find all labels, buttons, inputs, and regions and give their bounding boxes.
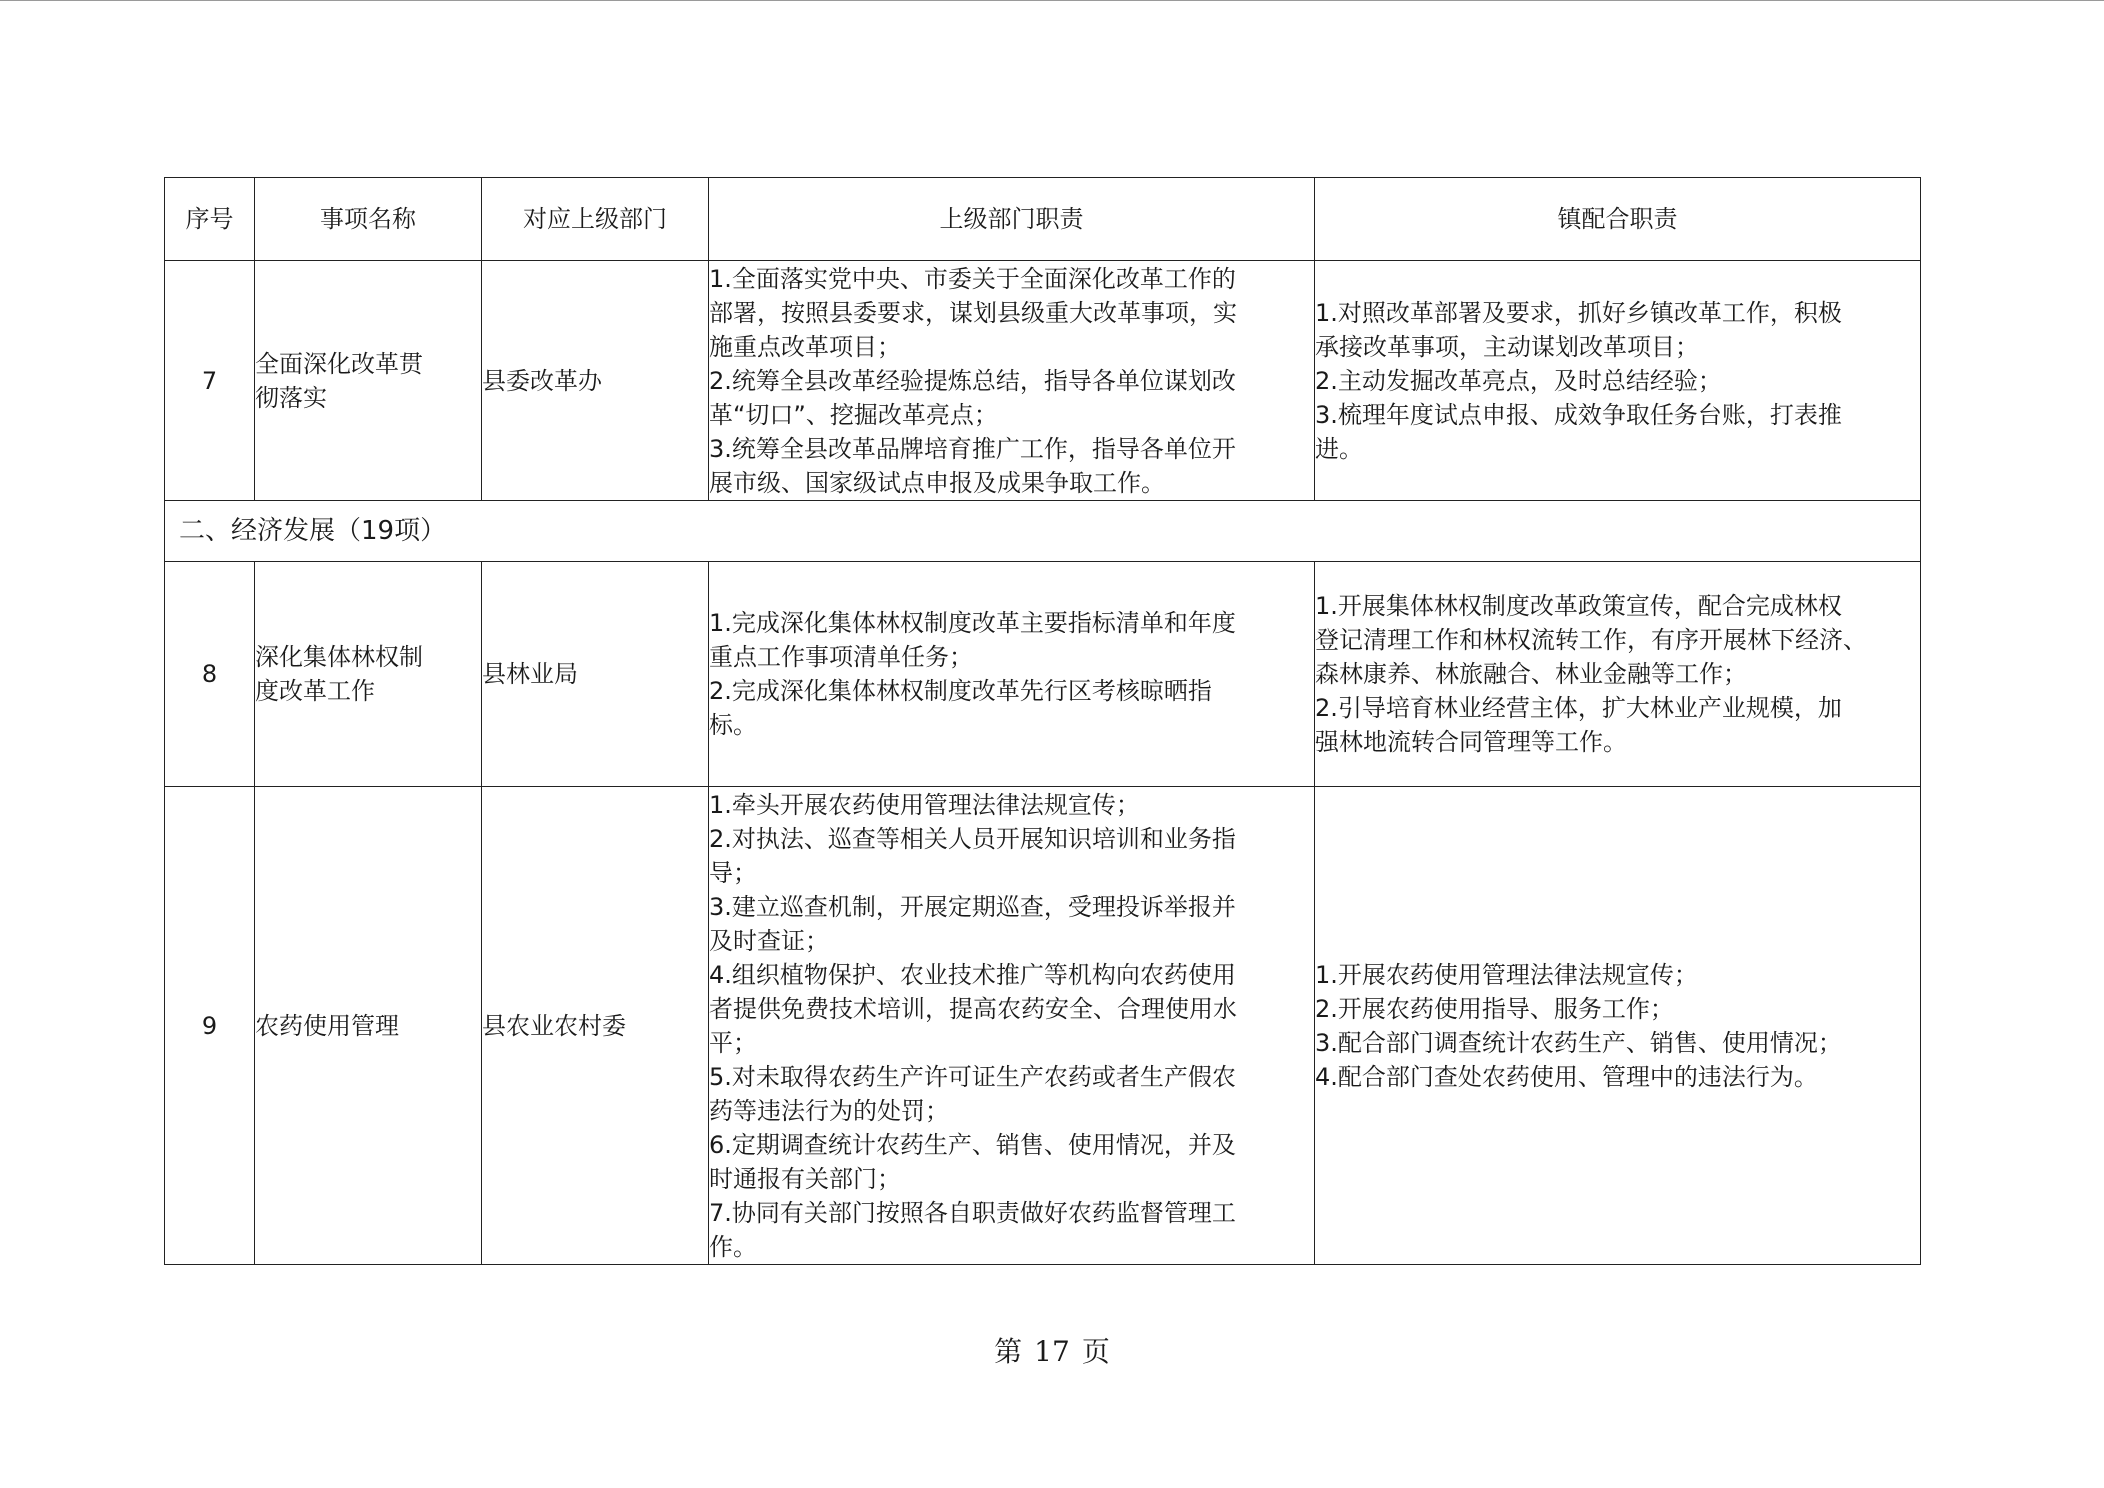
- duty-line: 展市级、国家级试点申报及成果争取工作。: [709, 468, 1165, 497]
- page-top-edge: [0, 0, 2104, 1]
- duty-line: 7.协同有关部门按照各自职责做好农药监督管理工: [709, 1198, 1236, 1227]
- header-name: 事项名称: [255, 178, 482, 261]
- duty-line: 5.对未取得农药生产许可证生产农药或者生产假农: [709, 1062, 1236, 1091]
- row-town-duty: [1315, 261, 1921, 501]
- duty-line: 者提供免费技术培训，提高农药安全、合理使用水: [709, 994, 1237, 1023]
- row-duty: [709, 261, 1315, 501]
- row-num: 9: [165, 787, 255, 1265]
- duty-line: 4.组织植物保护、农业技术推广等机构向农药使用: [709, 960, 1236, 989]
- town-line: 进。: [1315, 434, 1363, 463]
- duty-line: 2.统筹全县改革经验提炼总结，指导各单位谋划改: [709, 366, 1236, 395]
- header-num: 序号: [165, 178, 255, 261]
- duty-line: 2.对执法、巡查等相关人员开展知识培训和业务指: [709, 824, 1236, 853]
- page-number: [0, 1330, 2104, 1370]
- page-number-value: 17: [1034, 1335, 1070, 1368]
- duty-line: 标。: [709, 711, 757, 739]
- duty-line: 重点工作事项清单任务；: [709, 643, 973, 671]
- row-num: 7: [165, 261, 255, 501]
- town-line: 强林地流转合同管理等工作。: [1315, 728, 1627, 756]
- table-row: [165, 787, 1921, 1265]
- row-duty: [709, 562, 1315, 787]
- row-num: 8: [165, 562, 255, 787]
- town-line: 3.梳理年度试点申报、成效争取任务台账，打表推: [1315, 400, 1842, 429]
- town-line: 2.引导培育林业经营主体，扩大林业产业规模，加: [1315, 694, 1842, 722]
- row-dept: 县农业农村委: [482, 787, 709, 1265]
- name-line: 农药使用管理: [255, 1011, 399, 1040]
- town-line: 承接改革事项，主动谋划改革项目；: [1315, 332, 1699, 361]
- town-line: 1.对照改革部署及要求，抓好乡镇改革工作，积极: [1315, 298, 1842, 327]
- row-item-name: [255, 562, 482, 787]
- header-dept: 对应上级部门: [482, 178, 709, 261]
- town-line: 3.配合部门调查统计农药生产、销售、使用情况；: [1315, 1028, 1842, 1057]
- duty-line: 施重点改革项目；: [709, 332, 901, 361]
- table-row: [165, 261, 1921, 501]
- section-title: 二、经济发展（19项）: [165, 501, 1921, 562]
- duty-line: 时通报有关部门；: [709, 1164, 901, 1193]
- name-line: 彻落实: [255, 383, 327, 412]
- town-line: 1.开展农药使用管理法律法规宣传；: [1315, 960, 1698, 989]
- row-town-duty: [1315, 562, 1921, 787]
- duty-line: 革“切口”、挖掘改革亮点；: [709, 400, 998, 429]
- duty-table: [164, 177, 1921, 1265]
- town-line: 1.开展集体林权制度改革政策宣传，配合完成林权: [1315, 592, 1842, 620]
- row-dept: 县委改革办: [482, 261, 709, 501]
- town-line: 森林康养、林旅融合、林业金融等工作；: [1315, 660, 1747, 688]
- name-line: 全面深化改革贯: [255, 349, 423, 378]
- table-row: [165, 562, 1921, 787]
- duty-line: 6.定期调查统计农药生产、销售、使用情况，并及: [709, 1130, 1236, 1159]
- row-item-name: [255, 261, 482, 501]
- duty-line: 1.牵头开展农药使用管理法律法规宣传；: [709, 790, 1140, 819]
- duty-line: 平；: [709, 1028, 757, 1057]
- duty-line: 部署，按照县委要求，谋划县级重大改革事项，实: [709, 298, 1237, 327]
- duty-line: 3.建立巡查机制，开展定期巡查，受理投诉举报并: [709, 892, 1236, 921]
- town-line: 登记清理工作和林权流转工作，有序开展林下经济、: [1315, 626, 1867, 654]
- row-town-duty: [1315, 787, 1921, 1265]
- header-town: 镇配合职责: [1315, 178, 1921, 261]
- page-prefix: 第: [994, 1335, 1023, 1368]
- duty-line: 3.统筹全县改革品牌培育推广工作，指导各单位开: [709, 434, 1236, 463]
- section-row: [165, 501, 1921, 562]
- duty-line: 2.完成深化集体林权制度改革先行区考核晾晒指: [709, 677, 1212, 705]
- row-duty: [709, 787, 1315, 1265]
- table-header-row: [165, 178, 1921, 261]
- town-line: 2.主动发掘改革亮点，及时总结经验；: [1315, 366, 1722, 395]
- duty-line: 1.全面落实党中央、市委关于全面深化改革工作的: [709, 264, 1236, 293]
- header-duty: 上级部门职责: [709, 178, 1315, 261]
- duty-line: 药等违法行为的处罚；: [709, 1096, 949, 1125]
- row-item-name: [255, 787, 482, 1265]
- duty-line: 作。: [709, 1232, 757, 1261]
- town-line: 2.开展农药使用指导、服务工作；: [1315, 994, 1674, 1023]
- duty-line: 导；: [709, 858, 757, 887]
- page-suffix: 页: [1081, 1335, 1110, 1368]
- row-dept: 县林业局: [482, 562, 709, 787]
- name-line: 度改革工作: [255, 677, 375, 705]
- town-line: 4.配合部门查处农药使用、管理中的违法行为。: [1315, 1062, 1818, 1091]
- name-line: 深化集体林权制: [255, 643, 423, 671]
- duty-line: 1.完成深化集体林权制度改革主要指标清单和年度: [709, 609, 1236, 637]
- duty-line: 及时查证；: [709, 926, 829, 955]
